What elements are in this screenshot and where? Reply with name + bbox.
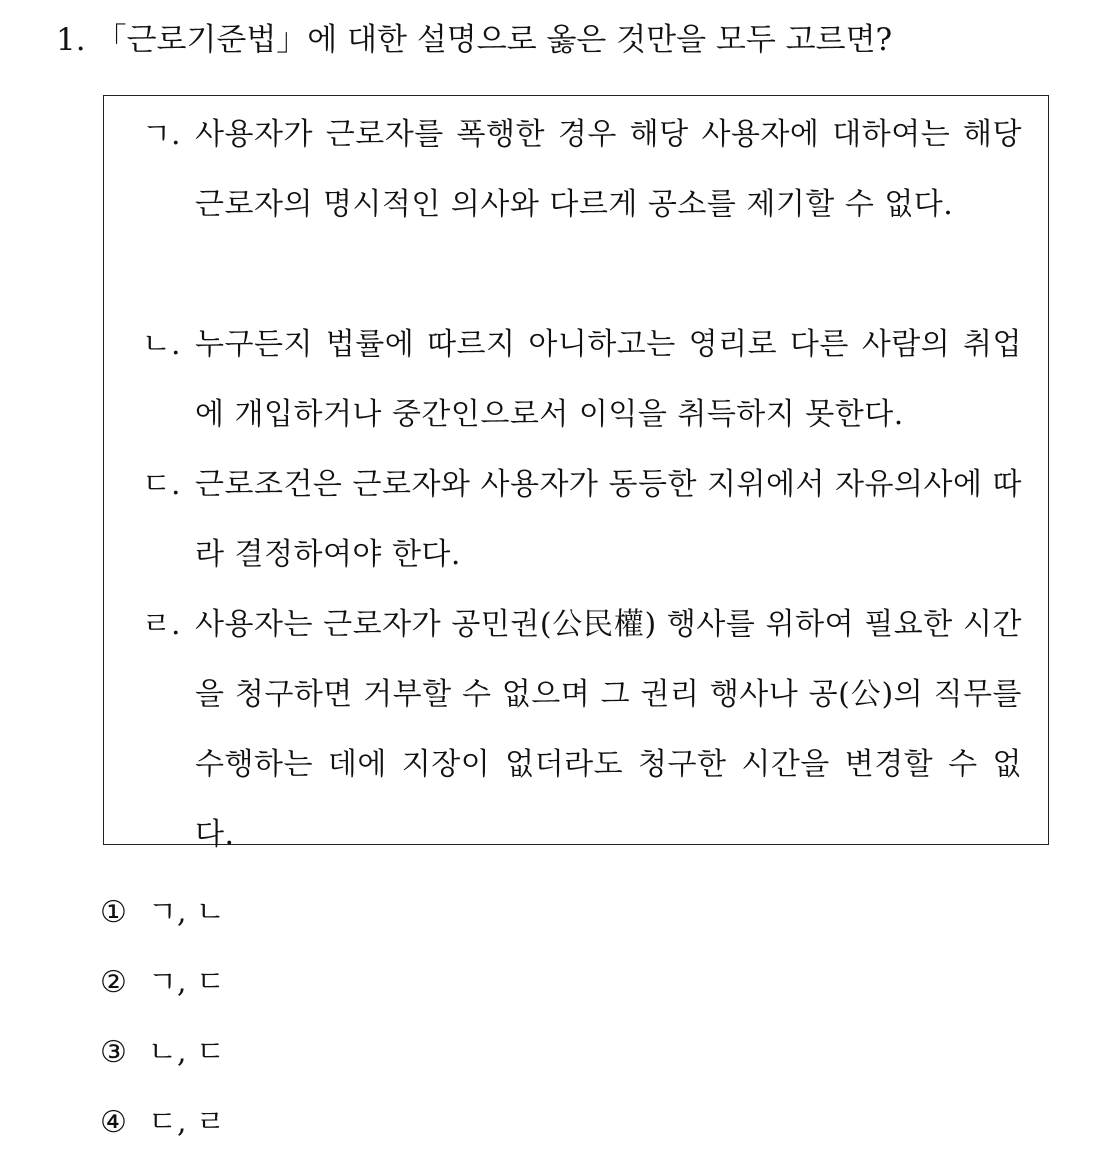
choice-4[interactable] bbox=[100, 1088, 225, 1158]
choice-number: ① bbox=[100, 895, 127, 930]
statement-d bbox=[142, 590, 1022, 870]
choice-text: ㄱ, ㄷ bbox=[148, 965, 226, 1000]
statement-text: 사용자가 근로자를 폭행한 경우 해당 사용자에 대하여는 해당 근로자의 명시적인 의사와 다르게 공소를 제기할 수 없다. bbox=[195, 117, 1022, 222]
answer-choices bbox=[100, 878, 225, 1158]
statement-c bbox=[142, 450, 1022, 590]
statement-marker: ㄱ. bbox=[142, 117, 181, 152]
question-text: 「근로기준법」에 대한 설명으로 옳은 것만을 모두 고르면? bbox=[95, 22, 893, 58]
statement-marker: ㄴ. bbox=[142, 327, 181, 362]
question-number: 1. bbox=[56, 22, 86, 58]
statement-marker: ㄷ. bbox=[142, 467, 181, 502]
choice-3[interactable] bbox=[100, 1018, 225, 1088]
statement-text: 사용자는 근로자가 공민권(公民權) 행사를 위하여 필요한 시간을 청구하면 거부할 수 없으며 그 권리 행사나 공(公)의 직무를 수행하는 데에 지장이 없더라도 청구한 시간을 변경할 수 없다. bbox=[195, 607, 1022, 852]
choice-text: ㄴ, ㄷ bbox=[148, 1035, 226, 1070]
choice-text: ㄱ, ㄴ bbox=[148, 895, 226, 930]
statement-b bbox=[142, 310, 1022, 450]
choice-number: ② bbox=[100, 965, 127, 1000]
choice-number: ④ bbox=[100, 1105, 127, 1140]
choice-1[interactable] bbox=[100, 878, 225, 948]
choice-text: ㄷ, ㄹ bbox=[148, 1105, 226, 1140]
statement-a bbox=[142, 100, 1022, 240]
question-stem bbox=[56, 18, 892, 62]
statement-text: 누구든지 법률에 따르지 아니하고는 영리로 다른 사람의 취업에 개입하거나 중간인으로서 이익을 취득하지 못한다. bbox=[195, 327, 1022, 432]
statement-marker: ㄹ. bbox=[142, 607, 181, 642]
choice-2[interactable] bbox=[100, 948, 225, 1018]
statement-text: 근로조건은 근로자와 사용자가 동등한 지위에서 자유의사에 따라 결정하여야 한다. bbox=[195, 467, 1022, 572]
statement-box bbox=[103, 95, 1049, 852]
choice-number: ③ bbox=[100, 1035, 127, 1070]
